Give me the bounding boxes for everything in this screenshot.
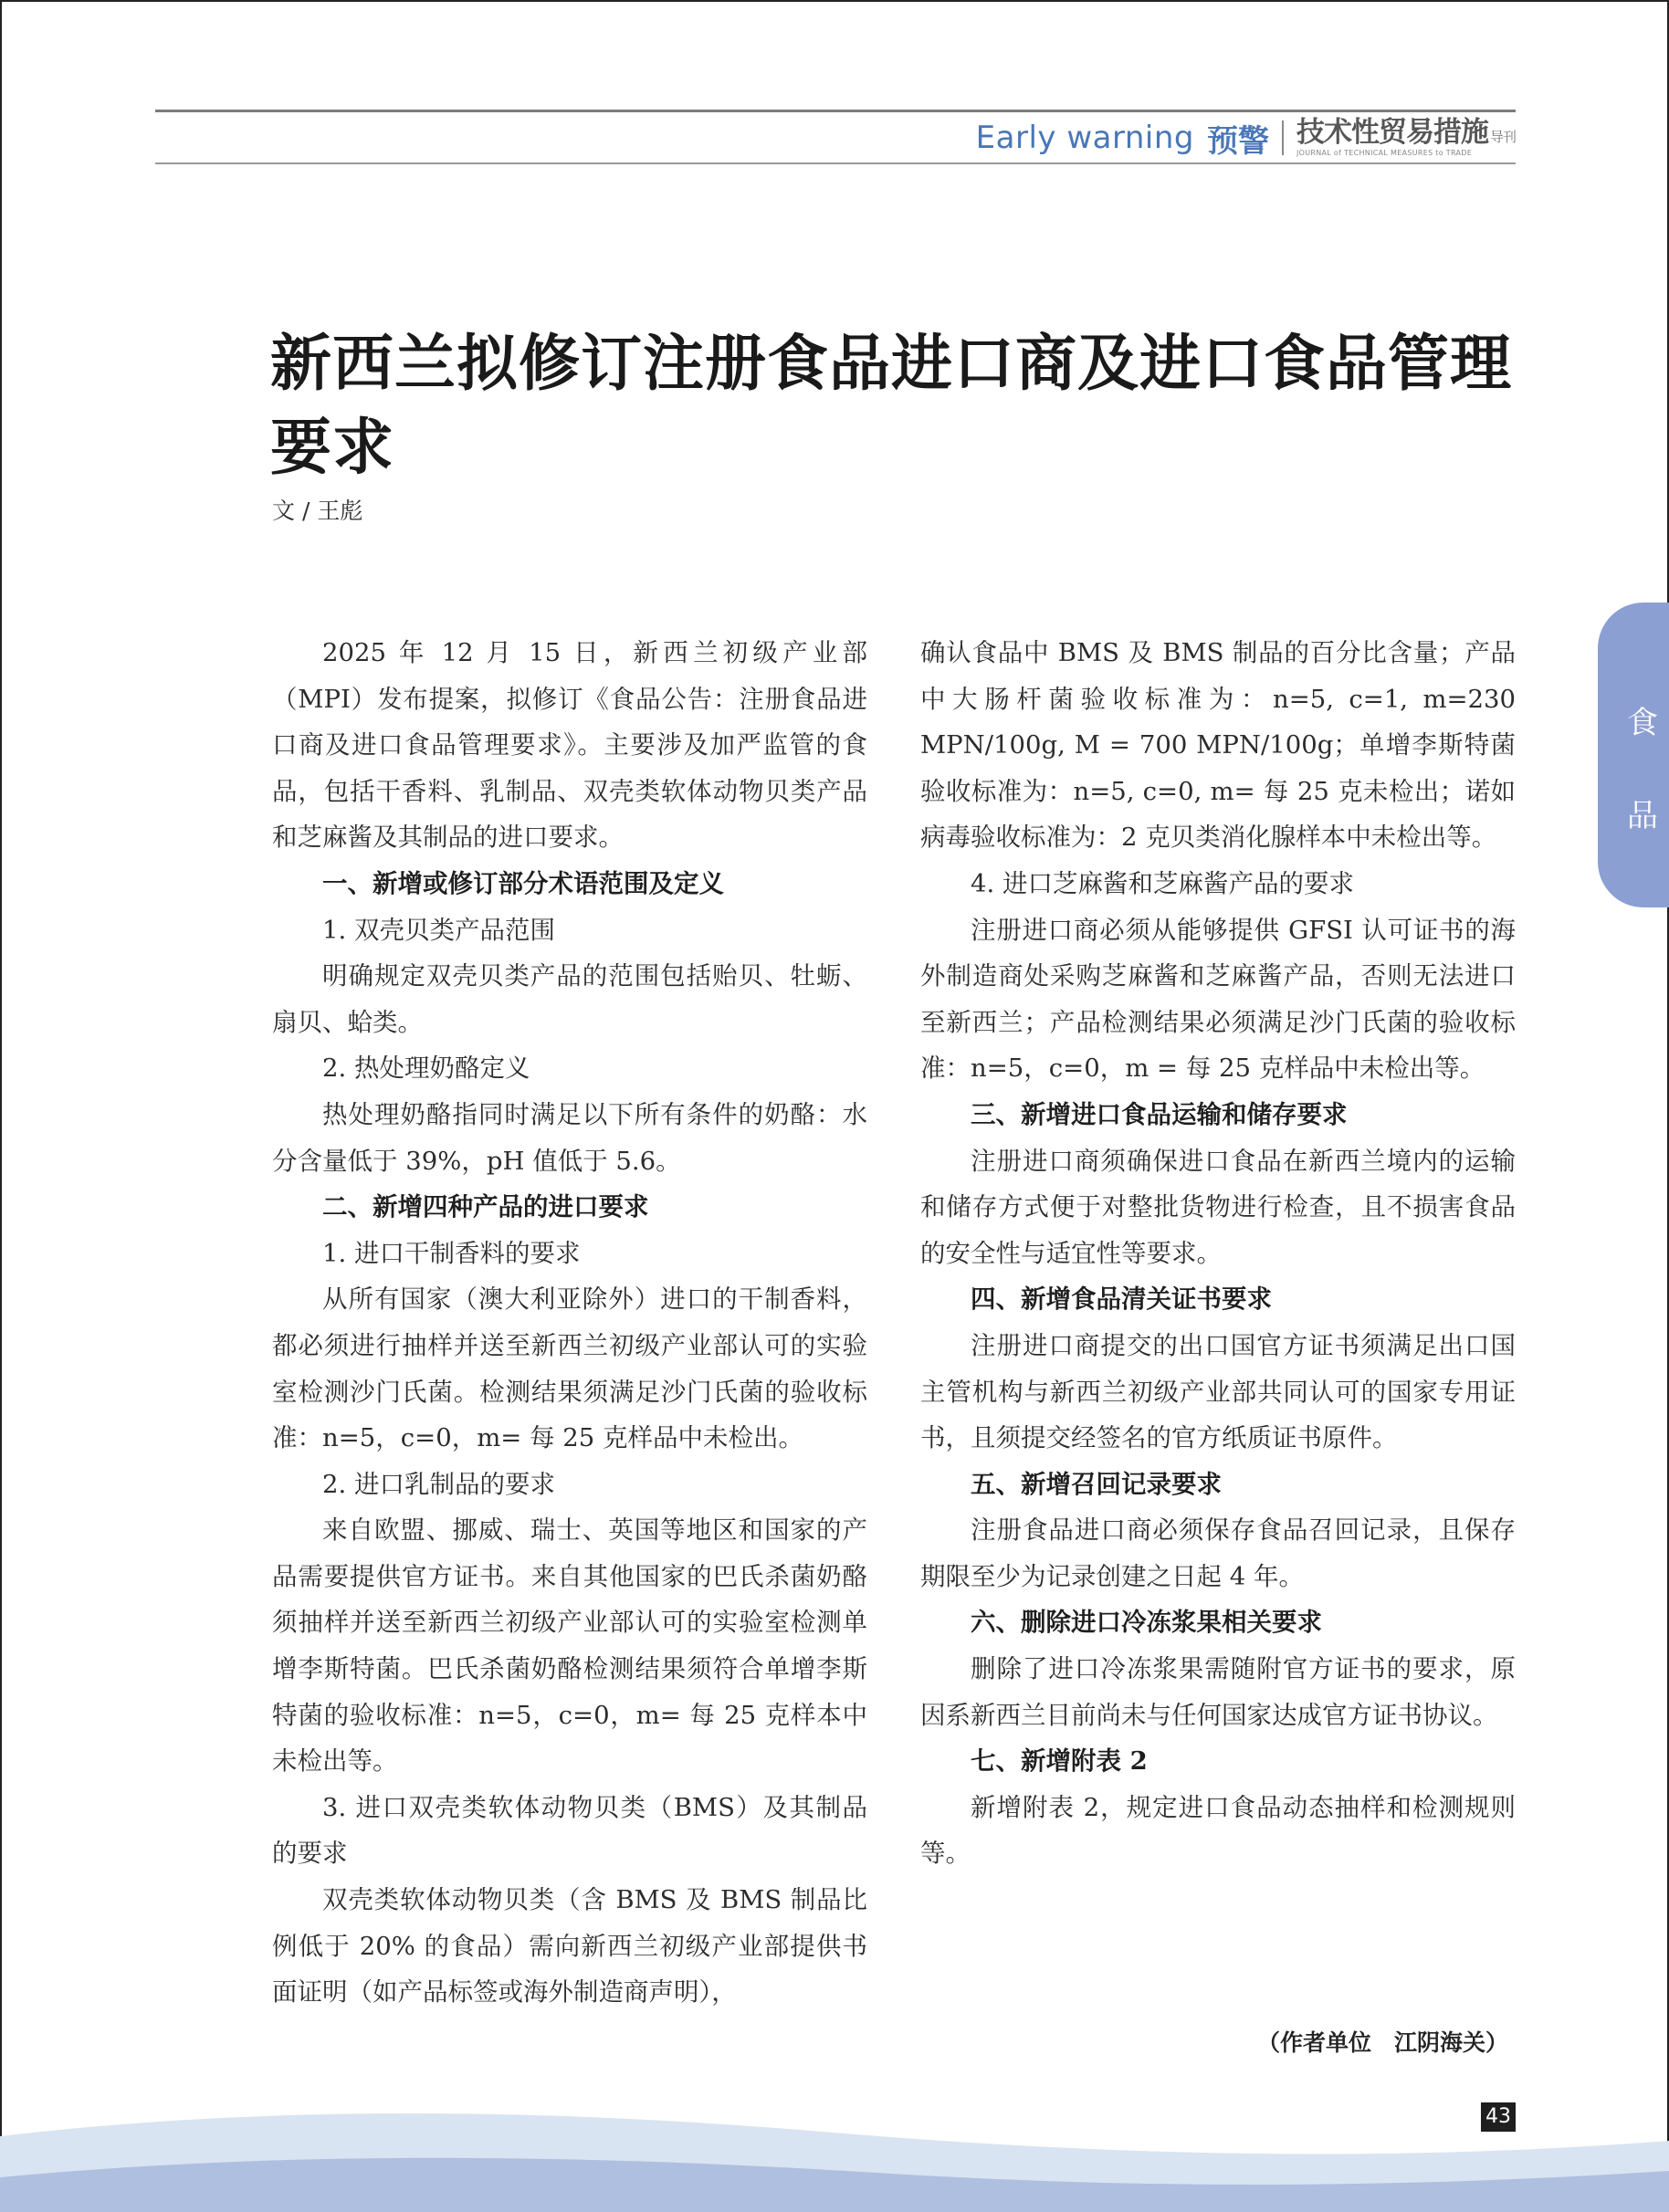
body-paragraph: 从所有国家（澳大利亚除外）进口的干制香料，都必须进行抽样并送至新西兰初级产业部认可的实验室检测沙门氏菌。检测结果须满足沙门氏菌的验收标准：n=5，c=0，m= 每 25 克样品中未检出。 bbox=[272, 1284, 867, 1453]
header-divider bbox=[1282, 121, 1284, 155]
body-paragraph: 注册进口商必须从能够提供 GFSI 认可证书的海外制造商处采购芝麻酱和芝麻酱产品，否则无法进口至新西兰；产品检测结果必须满足沙门氏菌的验收标准：n=5，c=0，m = 每 25 克样品中未检出等。 bbox=[920, 915, 1516, 1084]
body-paragraph: 热处理奶酪指同时满足以下所有条件的奶酪：水分含量低于 39%，pH 值低于 5.6。 bbox=[272, 1099, 867, 1176]
section-label-cn: 预警 bbox=[1206, 122, 1269, 160]
section-heading: 四、新增食品清关证书要求 bbox=[971, 1284, 1272, 1315]
article-author: 文 / 王彪 bbox=[272, 498, 363, 524]
journal-name-en: JOURNAL of TECHNICAL MEASURES to TRADE bbox=[1296, 149, 1473, 157]
side-tab-char-1: 食 bbox=[1627, 705, 1658, 741]
journal-logo bbox=[1296, 116, 1516, 157]
body-paragraph: 1. 进口干制香料的要求 bbox=[322, 1238, 581, 1268]
body-paragraph: 删除了进口冷冻浆果需随附官方证书的要求，原因系新西兰目前尚未与任何国家达成官方证书协议。 bbox=[920, 1654, 1516, 1730]
header-rule-top bbox=[155, 110, 1516, 112]
footer-wave-decoration bbox=[0, 2100, 1669, 2212]
body-paragraph: 注册进口商提交的出口国官方证书须满足出口国主管机构与新西兰初级产业部共同认可的国家专用证书，且须提交经签名的官方纸质证书原件。 bbox=[920, 1330, 1516, 1453]
section-heading: 六、删除进口冷冻浆果相关要求 bbox=[971, 1608, 1322, 1638]
body-column-left bbox=[272, 630, 867, 2016]
section-label-en: Early warning bbox=[975, 120, 1194, 156]
journal-name: 技术性贸易措施 导刊 bbox=[1296, 116, 1516, 149]
body-paragraph: 4. 进口芝麻酱和芝麻酱产品的要求 bbox=[971, 868, 1354, 898]
section-heading: 三、新增进口食品运输和储存要求 bbox=[971, 1099, 1348, 1129]
section-heading: 七、新增附表 2 bbox=[971, 1746, 1148, 1777]
body-column-right bbox=[920, 630, 1516, 1877]
body-paragraph: 注册食品进口商必须保存食品召回记录，且保存期限至少为记录创建之日起 4 年。 bbox=[920, 1515, 1516, 1591]
body-paragraph: 2. 热处理奶酪定义 bbox=[322, 1054, 530, 1084]
body-paragraph: 新增附表 2，规定进口食品动态抽样和检测规则等。 bbox=[920, 1792, 1516, 1869]
section-heading: 五、新增召回记录要求 bbox=[971, 1469, 1222, 1499]
body-paragraph: 明确规定双壳贝类产品的范围包括贻贝、牡蛎、扇贝、蛤类。 bbox=[272, 961, 867, 1037]
side-tab-char-2: 品 bbox=[1627, 798, 1658, 834]
body-paragraph: 双壳类软体动物贝类（含 BMS 及 BMS 制品比例低于 20% 的食品）需向新西兰初级产业部提供书面证明（如产品标签或海外制造商声明）， bbox=[272, 1885, 867, 2008]
body-paragraph: 注册进口商须确保进口食品在新西兰境内的运输和储存方式便于对整批货物进行检查，且不损害食品的安全性与适宜性等要求。 bbox=[920, 1146, 1516, 1268]
author-affiliation: （作者单位 江阴海关） bbox=[1256, 2029, 1508, 2056]
body-paragraph: 确认食品中 BMS 及 BMS 制品的百分比含量；产品中大肠杆菌验收标准为：n=5, c=1, m=230 MPN/100g, M = 700 MPN/100g；单增李斯特菌验收标准为：n=5, c=0, m= 每 25 克未检出；诺如病毒验收标准为：2 克贝类消化腺样本中未检出等。 bbox=[920, 638, 1516, 853]
page-number: 43 bbox=[1481, 2102, 1516, 2132]
section-heading: 二、新增四种产品的进口要求 bbox=[322, 1192, 649, 1222]
running-header bbox=[976, 114, 1516, 162]
section-side-tab bbox=[1598, 603, 1669, 907]
body-paragraph: 3. 进口双壳类软体动物贝类（BMS）及其制品的要求 bbox=[272, 1792, 867, 1869]
body-paragraph: 2025 年 12 月 15 日，新西兰初级产业部（MPI）发布提案，拟修订《食品公告：注册食品进口商及进口食品管理要求》。主要涉及加严监管的食品，包括干香料、乳制品、双壳类软体动物贝类产品和芝麻酱及其制品的进口要求。 bbox=[272, 638, 867, 853]
body-paragraph: 来自欧盟、挪威、瑞士、英国等地区和国家的产品需要提供官方证书。来自其他国家的巴氏杀菌奶酪须抽样并送至新西兰初级产业部认可的实验室检测单增李斯特菌。巴氏杀菌奶酪检测结果须符合单增李斯特菌的验收标准：n=5，c=0，m= 每 25 克样本中未检出等。 bbox=[272, 1515, 867, 1777]
body-paragraph: 2. 进口乳制品的要求 bbox=[322, 1469, 555, 1499]
article-title: 新西兰拟修订注册食品进口商及进口食品管理要求 bbox=[270, 328, 1512, 483]
header-rule-bottom bbox=[155, 162, 1516, 164]
body-paragraph: 1. 双壳贝类产品范围 bbox=[322, 915, 555, 945]
section-heading: 一、新增或修订部分术语范围及定义 bbox=[322, 868, 724, 898]
